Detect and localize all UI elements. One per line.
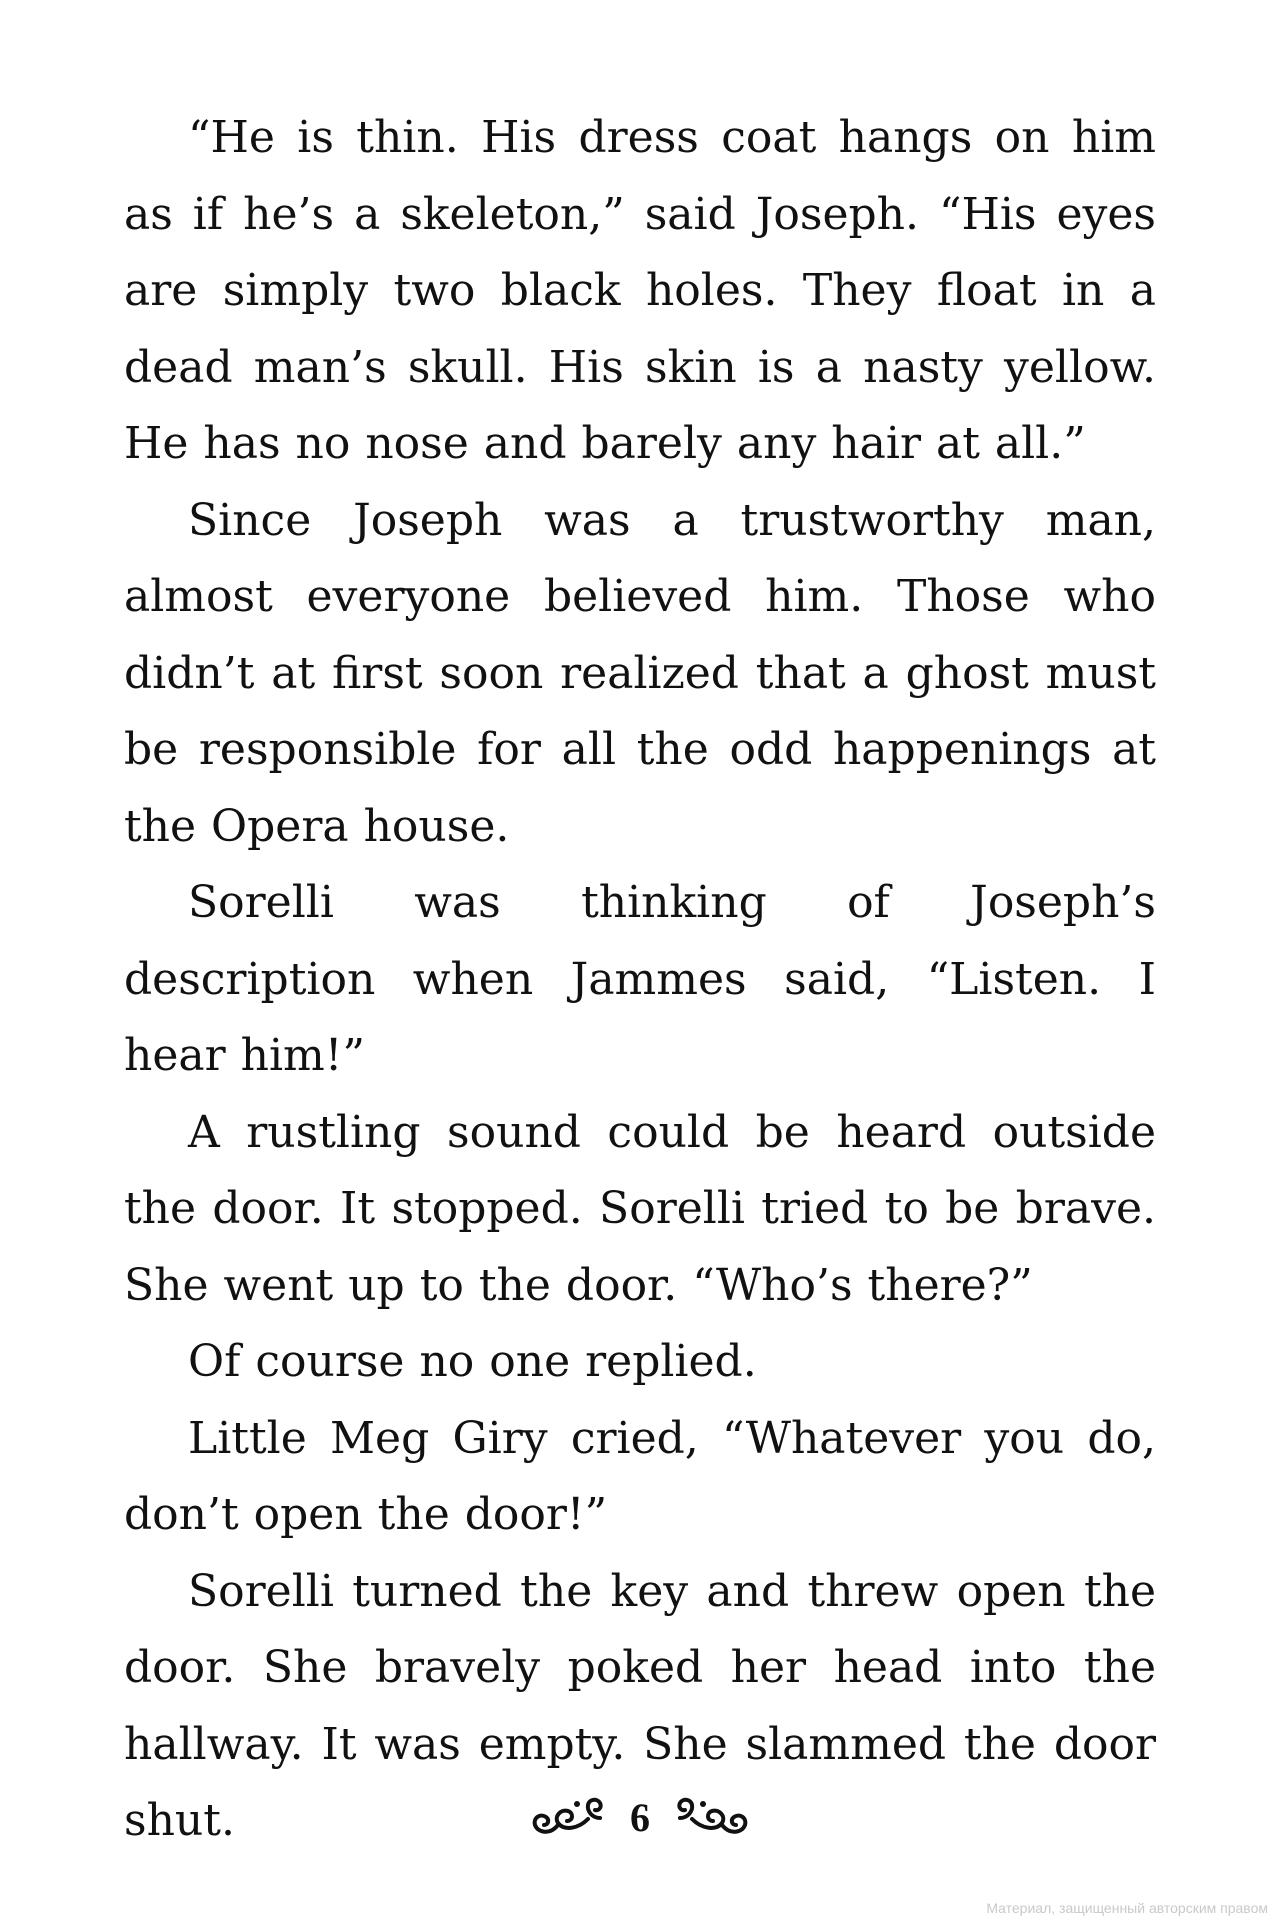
paragraph-1: “He is thin. His dress coat hangs on him as if he’s a skeleton,” said Joseph. “His eyes are simply two black holes. They float in a dead man’s skull. His skin is a nasty yellow. He has no nose and barely any hair at all.” bbox=[124, 112, 1156, 469]
paragraph-6: Little Meg Giry cried, “Whatever you do, don’t open the door!” bbox=[124, 1412, 1156, 1540]
paragraph-4: A rustling sound could be heard outside the door. It stopped. Sorelli tried to be brave. She went up to the door. “Who’s there?” bbox=[124, 1106, 1156, 1311]
flourish-ornament-icon bbox=[530, 1795, 604, 1841]
paragraph-7: Sorelli turned the key and threw open the door. She bravely poked her head into the hallway. It was empty. She slammed the door shut. bbox=[124, 1565, 1156, 1846]
flourish-ornament-icon bbox=[676, 1795, 750, 1841]
page-number: 6 bbox=[630, 1795, 650, 1840]
page-footer bbox=[0, 1788, 1280, 1848]
book-page-text bbox=[124, 100, 1156, 1846]
paragraph-3: Sorelli was thinking of Joseph’s description when Jammes said, “Listen. I hear him!” bbox=[124, 877, 1156, 1081]
copyright-watermark: Материал, защищенный авторским правом bbox=[986, 1900, 1268, 1916]
paragraph-5: Of course no one replied. bbox=[188, 1336, 757, 1387]
paragraph-2: Since Joseph was a trustworthy man, almost everyone believed him. Those who didn’t at first soon realized that a ghost must be responsible for all the odd happenings at the Opera house. bbox=[124, 494, 1156, 852]
